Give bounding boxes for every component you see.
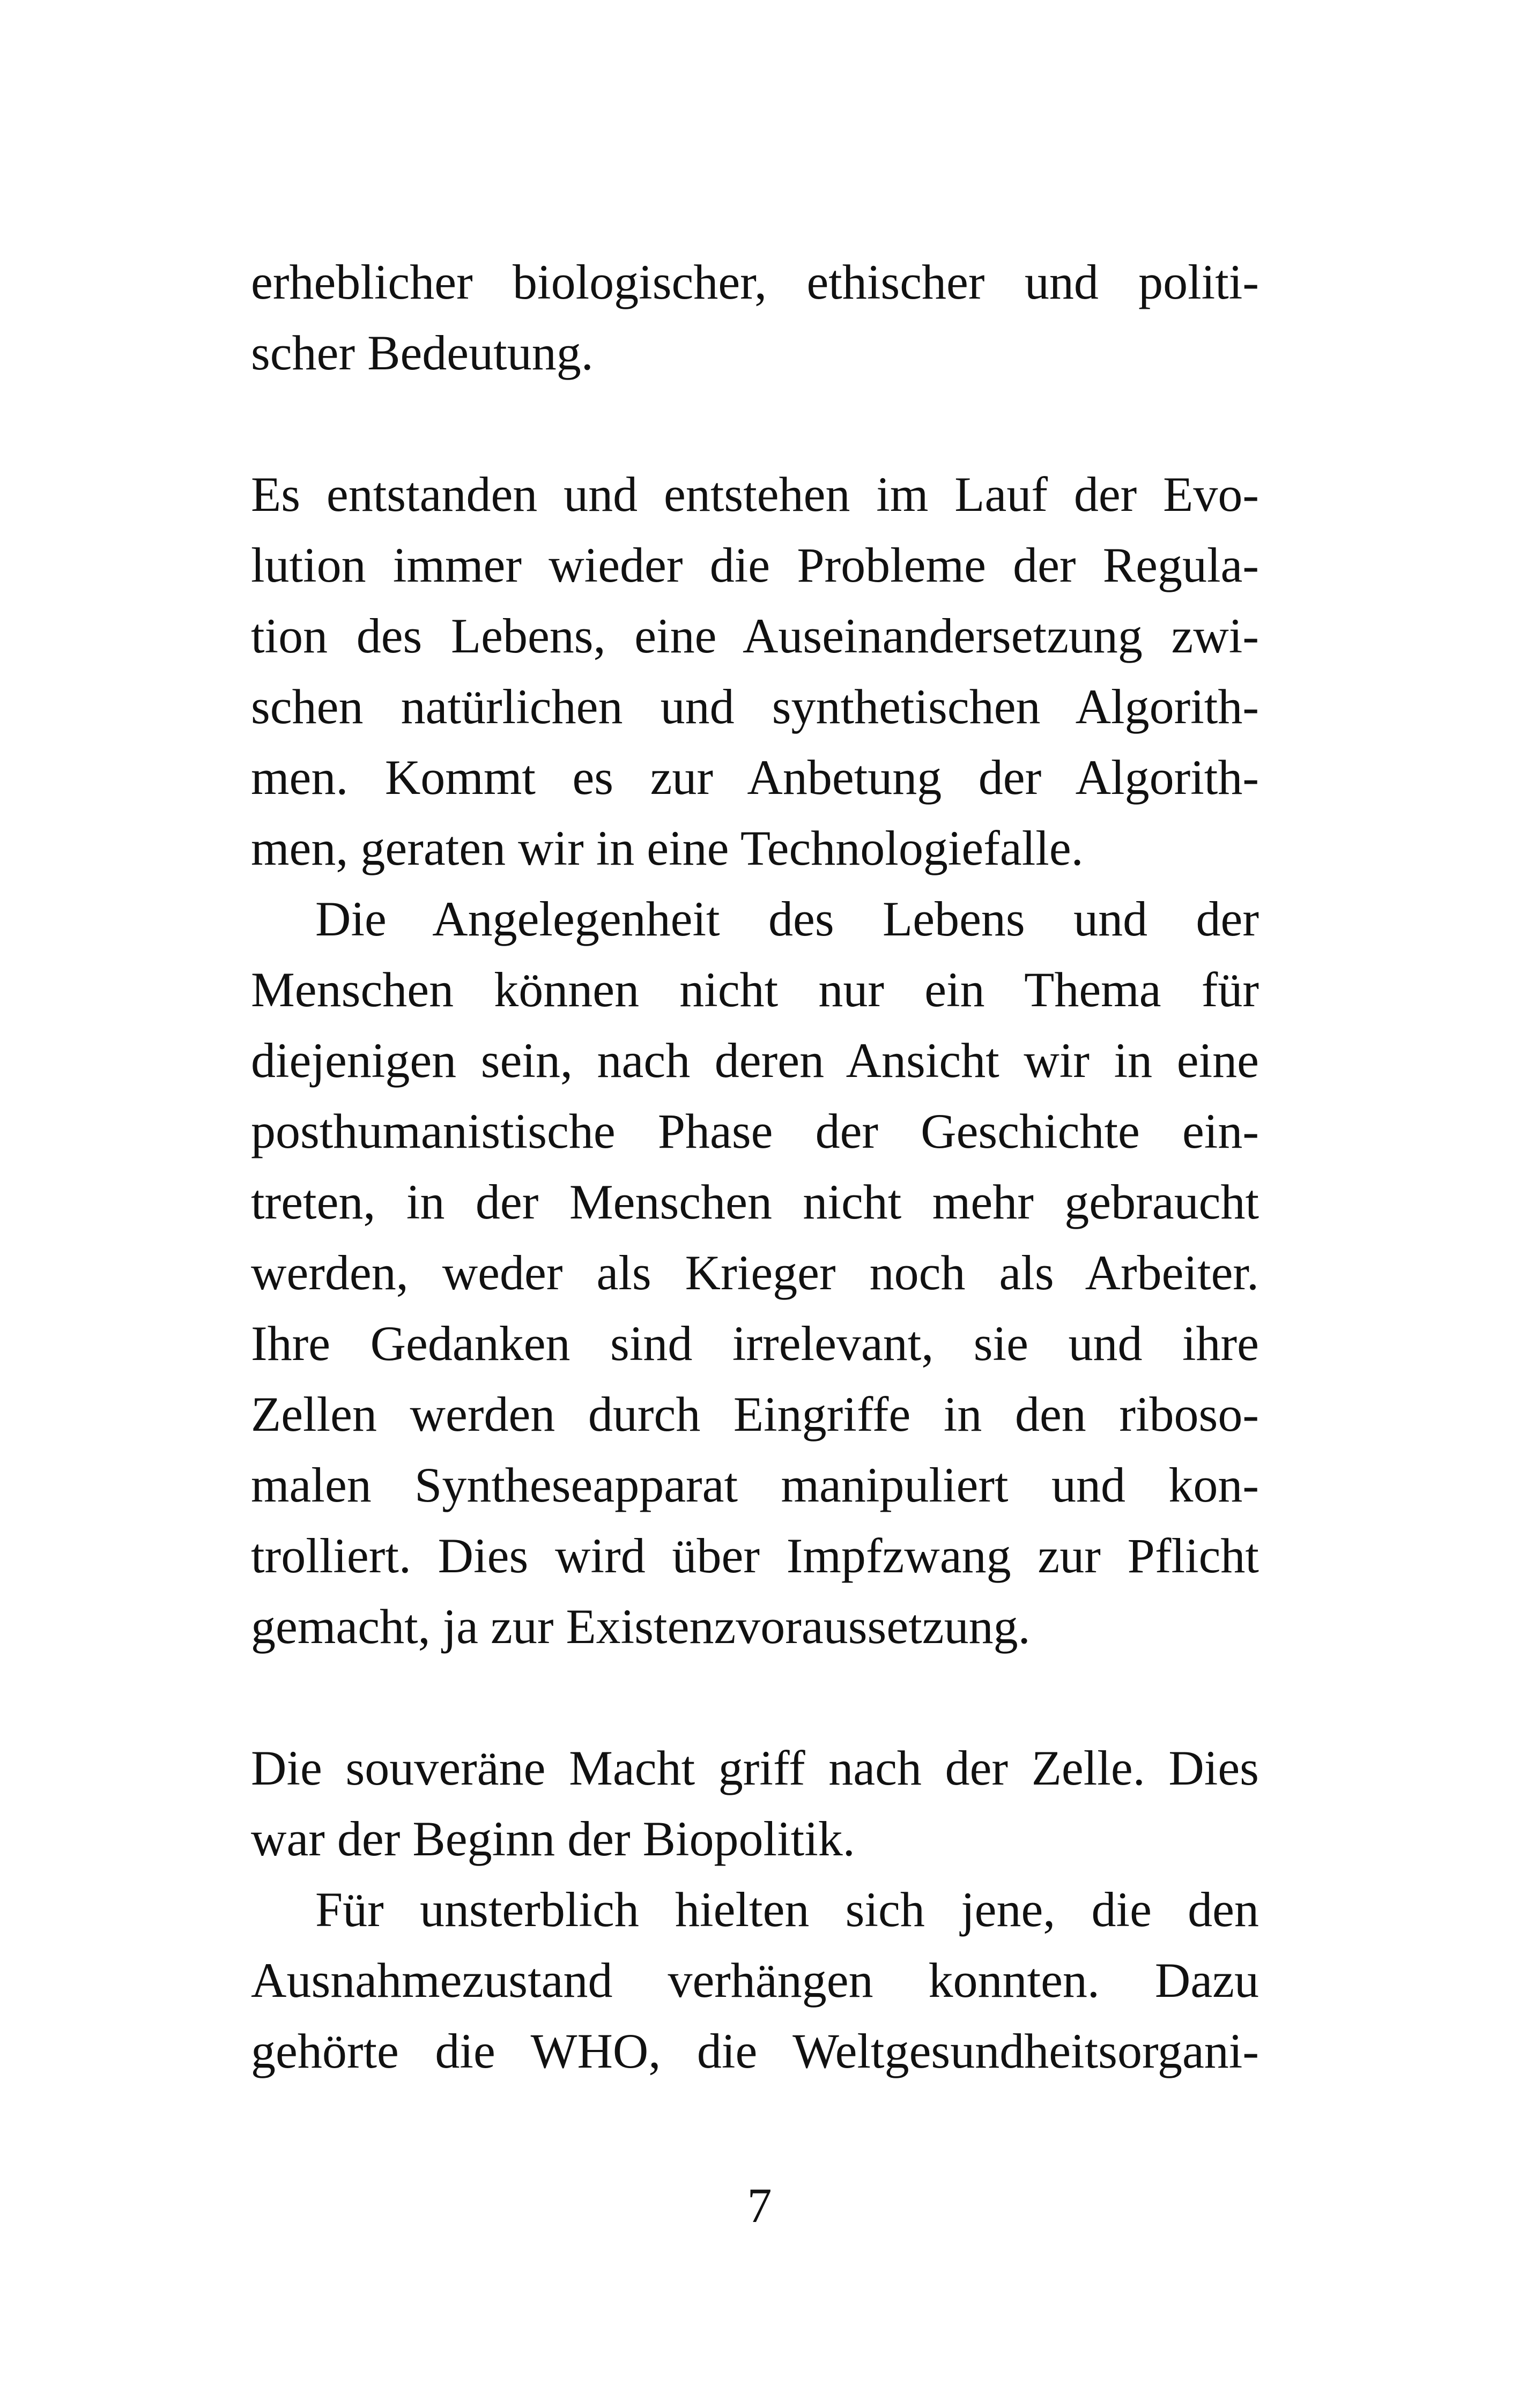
section-break bbox=[251, 388, 1259, 459]
text-line: trolliert. Dies wird über Impfzwang zur Pflicht bbox=[251, 1528, 1259, 1583]
text-line: Ihre Gedanken sind irrelevant, sie und ihre bbox=[251, 1316, 1259, 1371]
body-text bbox=[251, 247, 1259, 2086]
text-line: malen Syntheseapparat manipuliert und kon- bbox=[251, 1458, 1259, 1512]
text-line: war der Beginn der Biopolitik. bbox=[251, 1811, 855, 1866]
text-line: erheblicher biologischer, ethischer und politi- bbox=[251, 255, 1259, 309]
paragraph bbox=[251, 883, 1259, 1662]
text-line: schen natürlichen und synthetischen Algorith- bbox=[251, 679, 1259, 734]
text-line: lution immer wieder die Probleme der Regula- bbox=[251, 538, 1259, 592]
paragraph bbox=[251, 459, 1259, 883]
section-break bbox=[251, 1662, 1259, 1733]
text-line: men, geraten wir in eine Technologiefalle. bbox=[251, 821, 1084, 875]
text-line: treten, in der Menschen nicht mehr gebraucht bbox=[251, 1175, 1259, 1229]
paragraph bbox=[251, 1733, 1259, 1874]
text-line: tion des Lebens, eine Auseinandersetzung zwi- bbox=[251, 608, 1259, 663]
text-line: scher Bedeutung. bbox=[251, 325, 594, 380]
text-line: men. Kommt es zur Anbetung der Algorith- bbox=[251, 750, 1259, 805]
text-line: Menschen können nicht nur ein Thema für bbox=[251, 962, 1259, 1017]
paragraph bbox=[251, 1874, 1259, 2086]
text-line: Die Angelegenheit des Lebens und der bbox=[315, 891, 1259, 946]
page-number: 7 bbox=[747, 2178, 772, 2233]
text-line: gehörte die WHO, die Weltgesundheitsorgani- bbox=[251, 2024, 1259, 2078]
text-line: Es entstanden und entstehen im Lauf der Evo- bbox=[251, 467, 1259, 522]
text-line: gemacht, ja zur Existenzvoraussetzung. bbox=[251, 1599, 1031, 1654]
text-line: Zellen werden durch Eingriffe in den riboso- bbox=[251, 1387, 1259, 1441]
text-line: Die souveräne Macht griff nach der Zelle. Dies bbox=[251, 1741, 1259, 1795]
text-line: posthumanistische Phase der Geschichte ein- bbox=[251, 1104, 1259, 1158]
text-line: diejenigen sein, nach deren Ansicht wir in eine bbox=[251, 1033, 1259, 1088]
text-line: werden, weder als Krieger noch als Arbeiter. bbox=[251, 1245, 1259, 1300]
text-line: Für unsterblich hielten sich jene, die den bbox=[315, 1882, 1259, 1937]
text-line: Ausnahmezustand verhängen konnten. Dazu bbox=[251, 1953, 1259, 2008]
paragraph bbox=[251, 247, 1259, 388]
